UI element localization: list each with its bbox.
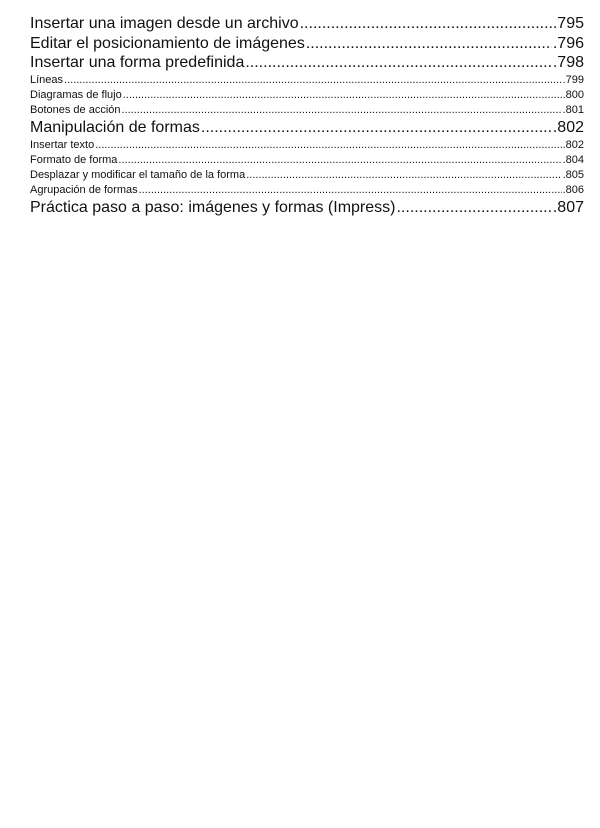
toc-subentry-title: Diagramas de flujo [30, 88, 122, 101]
toc-subentry-page: .800 [562, 88, 584, 101]
toc-subentry [30, 73, 584, 88]
dot-leader [95, 138, 561, 153]
dot-leader [201, 118, 552, 138]
toc-subentry-title: Líneas [30, 73, 64, 86]
dot-leader [118, 153, 561, 168]
dot-leader [300, 14, 552, 34]
toc-subentry-title: Insertar texto [30, 138, 95, 151]
toc-entry-page: .796 [552, 34, 584, 52]
toc-subentry-page: .802 [562, 138, 584, 151]
toc-subentry-title: Botones de acción [30, 103, 121, 116]
toc-entry-page: .807 [552, 199, 584, 217]
dot-leader [64, 73, 562, 88]
toc-subentry [30, 138, 584, 153]
toc-subentry [30, 103, 584, 118]
toc-entry-title: Editar el posicionamiento de imágenes [30, 34, 305, 52]
toc-entry [30, 14, 584, 34]
toc-subentry [30, 88, 584, 103]
toc-entry-page: .795 [552, 15, 584, 32]
toc-entry [30, 53, 584, 73]
table-of-contents [30, 14, 584, 218]
toc-subentry [30, 168, 584, 183]
toc-subentry-page: .801 [562, 103, 584, 116]
dot-leader [245, 53, 552, 73]
toc-subentry [30, 153, 584, 168]
dot-leader [122, 103, 562, 118]
toc-entry [30, 34, 584, 54]
toc-subentry-page: .805 [562, 169, 584, 182]
toc-entry [30, 118, 584, 138]
dot-leader [139, 183, 562, 198]
toc-subentry-page: .804 [562, 153, 584, 166]
dot-leader [123, 88, 562, 103]
dot-leader [306, 34, 552, 54]
dot-leader [396, 198, 551, 218]
toc-subentry [30, 183, 584, 198]
toc-entry-page: .802 [552, 119, 584, 137]
toc-subentry-page: .799 [562, 73, 584, 86]
toc-entry-title: Insertar una imagen desde un archivo [30, 15, 299, 32]
toc-entry-title: Insertar una forma predefinida [30, 54, 245, 71]
toc-entry [30, 198, 584, 218]
dot-leader [246, 168, 561, 183]
toc-subentry-page: .806 [562, 184, 584, 197]
toc-subentry-title: Formato de forma [30, 153, 118, 166]
toc-subentry-title: Desplazar y modificar el tamaño de la forma [30, 169, 246, 182]
toc-entry-page: .798 [552, 54, 584, 71]
toc-entry-title: Manipulación de formas [30, 119, 200, 137]
toc-subentry-title: Agrupación de formas [30, 184, 138, 197]
toc-entry-title: Práctica paso a paso: imágenes y formas (Impress) [30, 199, 396, 217]
